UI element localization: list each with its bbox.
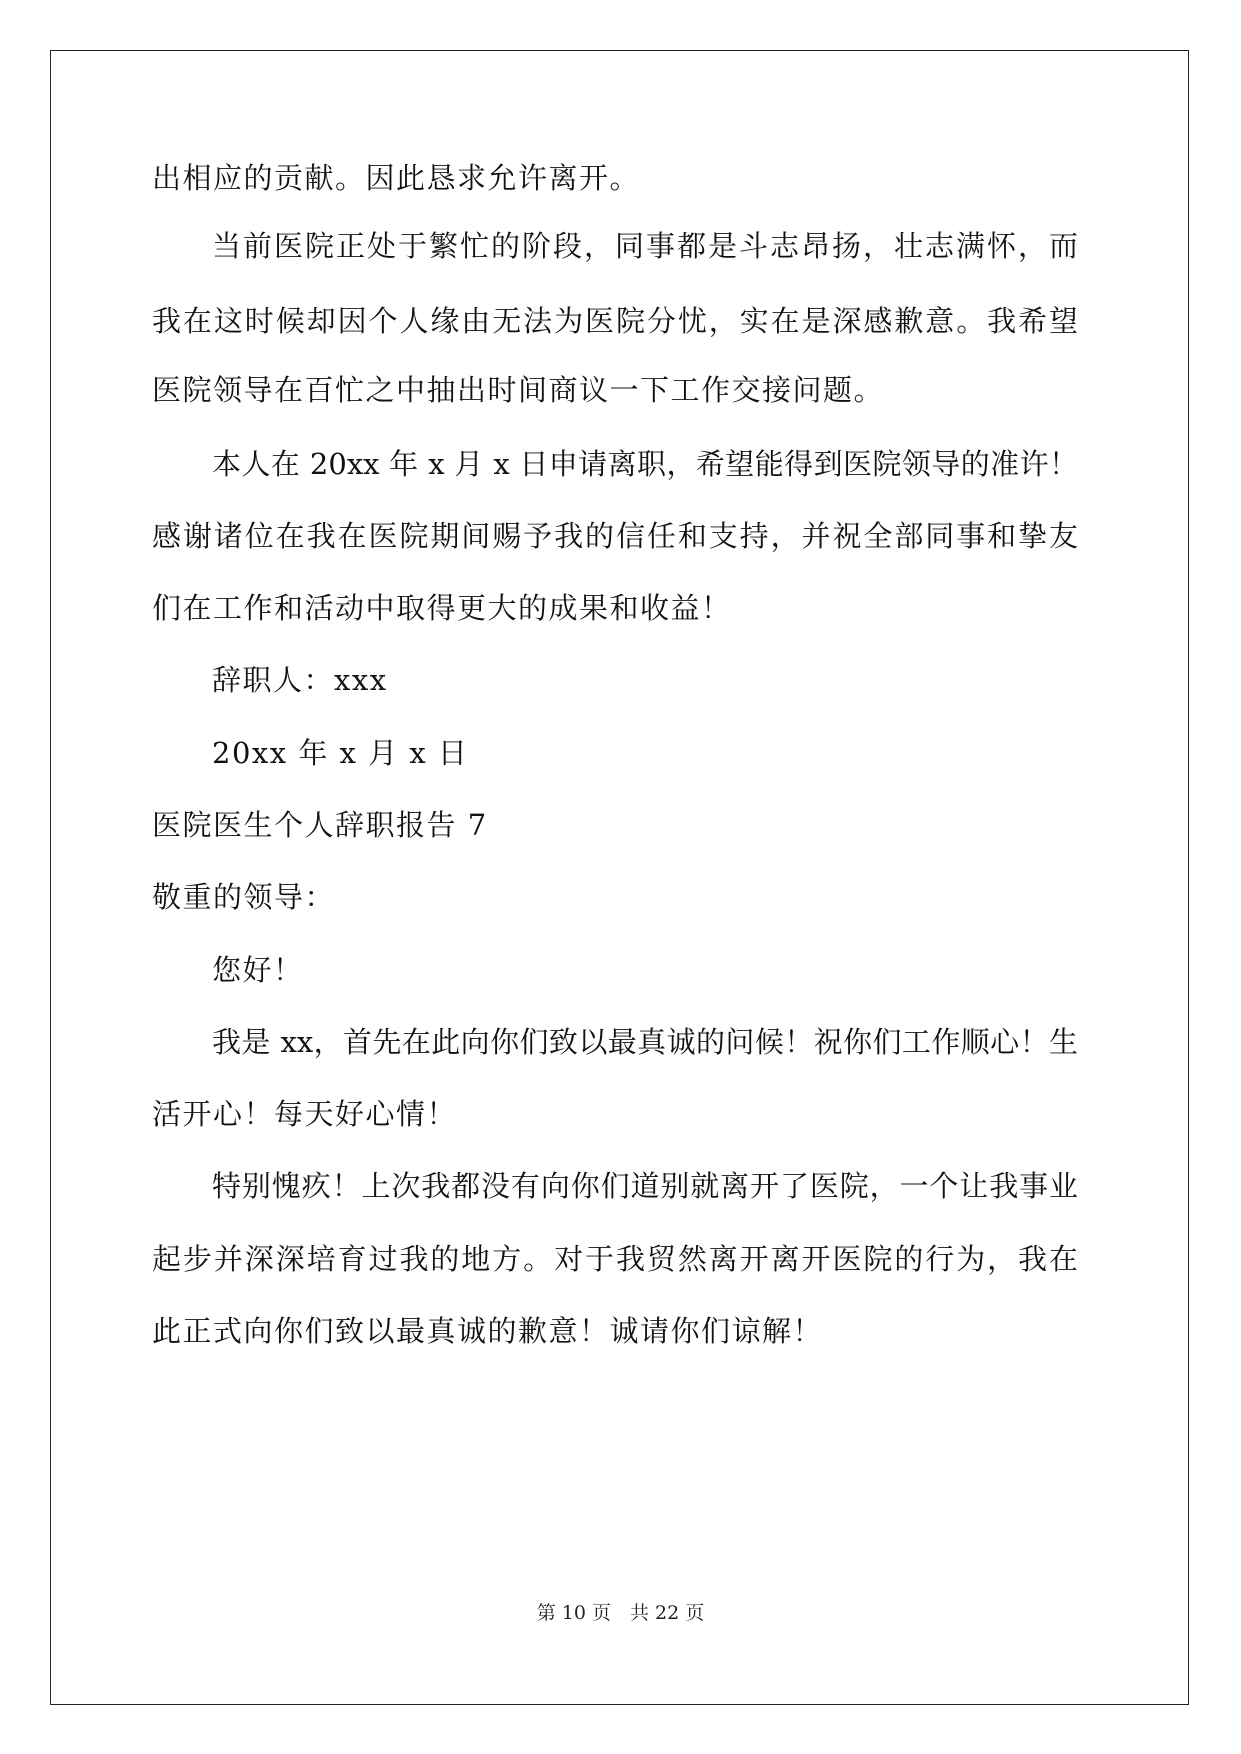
date-line: 20xx 年 x 月 x 日 bbox=[212, 736, 469, 770]
text-line-4: 医院领导在百忙之中抽出时间商议一下工作交接问题。 bbox=[152, 373, 885, 407]
text-line-16: 起步并深深培育过我的地方。对于我贸然离开离开医院的行为，我在 bbox=[152, 1242, 1078, 1276]
text-line-17: 此正式向你们致以最真诚的歉意！诚请你们谅解！ bbox=[152, 1314, 824, 1348]
text-line-5: 本人在 20xx 年 x 月 x 日申请离职，希望能得到医院领导的准许！ bbox=[212, 447, 1078, 481]
salutation: 敬重的领导： bbox=[152, 880, 336, 914]
text-line-15: 特别愧疚！上次我都没有向你们道别就离开了医院，一个让我事业 bbox=[212, 1169, 1078, 1203]
text-line-13: 我是 xx，首先在此向你们致以最真诚的问候！祝你们工作顺心！生 bbox=[212, 1025, 1078, 1059]
section-heading: 医院医生个人辞职报告 7 bbox=[152, 808, 488, 842]
signature-line: 辞职人：xxx bbox=[212, 663, 388, 697]
text-line-1: 出相应的贡献。因此恳求允许离开。 bbox=[152, 161, 641, 195]
text-line-7: 们在工作和活动中取得更大的成果和收益！ bbox=[152, 591, 732, 625]
text-line-3: 我在这时候却因个人缘由无法为医院分忧，实在是深感歉意。我希望 bbox=[152, 304, 1078, 338]
greeting: 您好！ bbox=[212, 953, 304, 987]
text-line-2: 当前医院正处于繁忙的阶段，同事都是斗志昂扬，壮志满怀，而 bbox=[212, 229, 1078, 263]
text-line-14: 活开心！每天好心情！ bbox=[152, 1097, 458, 1131]
page-number-footer: 第 10 页 共 22 页 bbox=[536, 1602, 705, 1624]
text-line-6: 感谢诸位在我在医院期间赐予我的信任和支持，并祝全部同事和挚友 bbox=[152, 519, 1078, 553]
